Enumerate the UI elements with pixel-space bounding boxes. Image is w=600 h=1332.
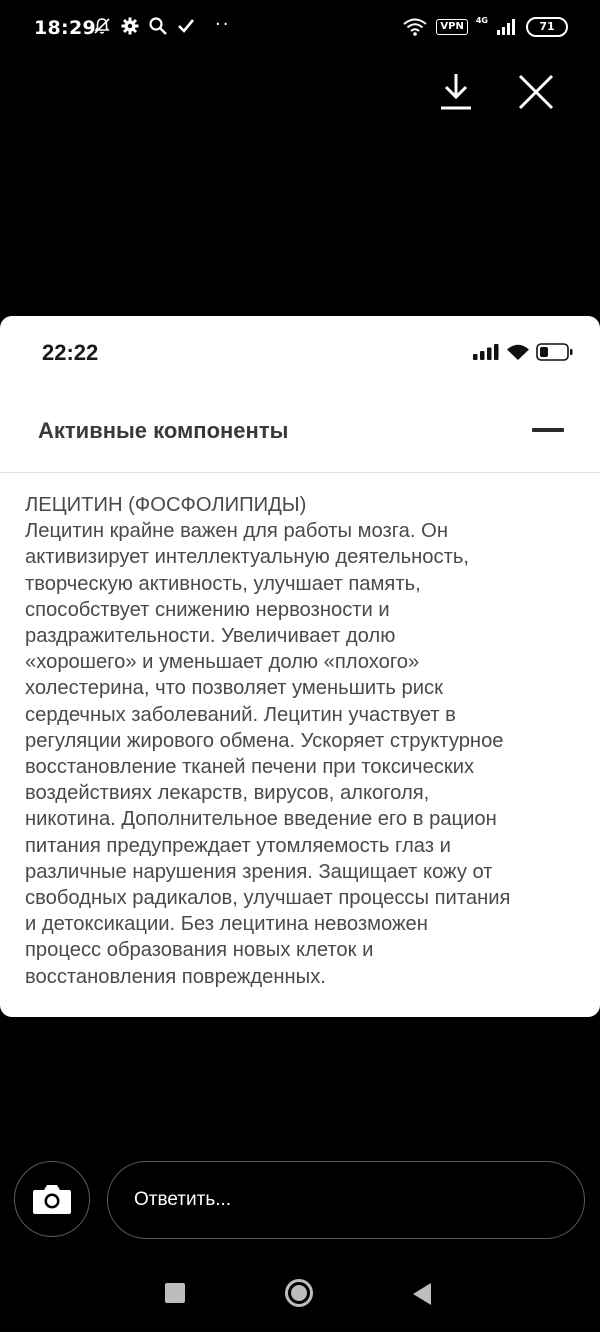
download-button[interactable] [430, 68, 482, 118]
status-bar [0, 0, 600, 60]
signal-icon [496, 18, 518, 36]
home-circle-icon[interactable] [284, 1278, 314, 1308]
text-line: воздействиях лекарств, вирусов, алкоголя, [25, 782, 430, 805]
search-icon [148, 16, 168, 36]
system-nav-bar [0, 1262, 600, 1322]
viewer-actions [440, 68, 600, 118]
text-line: питания предупреждает утомляемость глаз и [25, 834, 451, 857]
signal-icon [472, 344, 500, 360]
recents-square-icon[interactable] [165, 1283, 185, 1303]
status-notification-icons [92, 16, 196, 36]
text-line: регуляции жирового обмена. Ускоряет структурное [25, 729, 504, 752]
vpn-indicator: VPN [436, 19, 467, 35]
battery-icon [536, 343, 574, 361]
battery-level: 71 [539, 20, 555, 33]
check-icon [176, 16, 196, 36]
reply-input[interactable] [107, 1161, 585, 1239]
minus-icon [532, 428, 564, 432]
inner-status-time: 22:22 [42, 340, 99, 365]
download-icon [430, 68, 482, 118]
close-icon [510, 68, 562, 118]
text-line: активизирует интеллектуальную деятельность, [25, 546, 469, 569]
text-line: холестерина, что позволяет уменьшить риск [25, 677, 443, 700]
text-line: Лецитин крайне важен для работы мозга. Он [25, 520, 448, 543]
battery-icon [526, 17, 568, 37]
mute-bell-icon [92, 16, 112, 36]
camera-button[interactable] [14, 1161, 90, 1237]
back-triangle-icon[interactable] [410, 1281, 434, 1307]
text-line: процесс образования новых клеток и [25, 939, 374, 962]
text-line: творческую активность, улучшает память, [25, 572, 421, 595]
status-more-dots: ·· [215, 14, 231, 35]
text-line: никотина. Дополнительное введение его в рацион [25, 808, 497, 831]
text-line: различные нарушения зрения. Защищает кожу от [25, 860, 493, 883]
text-line: ЛЕЦИТИН (ФОСФОЛИПИДЫ) [25, 494, 307, 516]
wifi-icon [506, 343, 530, 361]
status-system-icons [402, 17, 568, 37]
text-line: сердечных заболеваний. Лецитин участвует в [25, 703, 456, 726]
text-line: восстановление тканей печени при токсических [25, 756, 475, 779]
wifi-icon [402, 17, 428, 37]
text-line: свободных радикалов, улучшает процессы питания [25, 887, 511, 910]
status-time: 18:29 [34, 17, 96, 39]
text-line: «хорошего» и уменьшает долю «плохого» [25, 651, 420, 674]
section-title: Активные компоненты [38, 418, 289, 443]
reply-placeholder: Ответить... [134, 1189, 232, 1210]
text-line: восстановления поврежденных. [25, 965, 326, 988]
gear-icon [120, 16, 140, 36]
text-line: способствует снижению нервозности и [25, 598, 390, 621]
description-text [25, 492, 585, 990]
divider [0, 472, 600, 473]
story-image-card [0, 316, 600, 1017]
reply-bar [0, 1158, 600, 1244]
camera-icon [31, 1182, 73, 1216]
close-button[interactable] [510, 68, 562, 118]
inner-status-icons [472, 343, 574, 361]
network-type: 4G [475, 15, 488, 25]
text-line: и детоксикации. Без лецитина невозможен [25, 913, 428, 936]
text-line: раздражительности. Увеличивает долю [25, 625, 396, 648]
